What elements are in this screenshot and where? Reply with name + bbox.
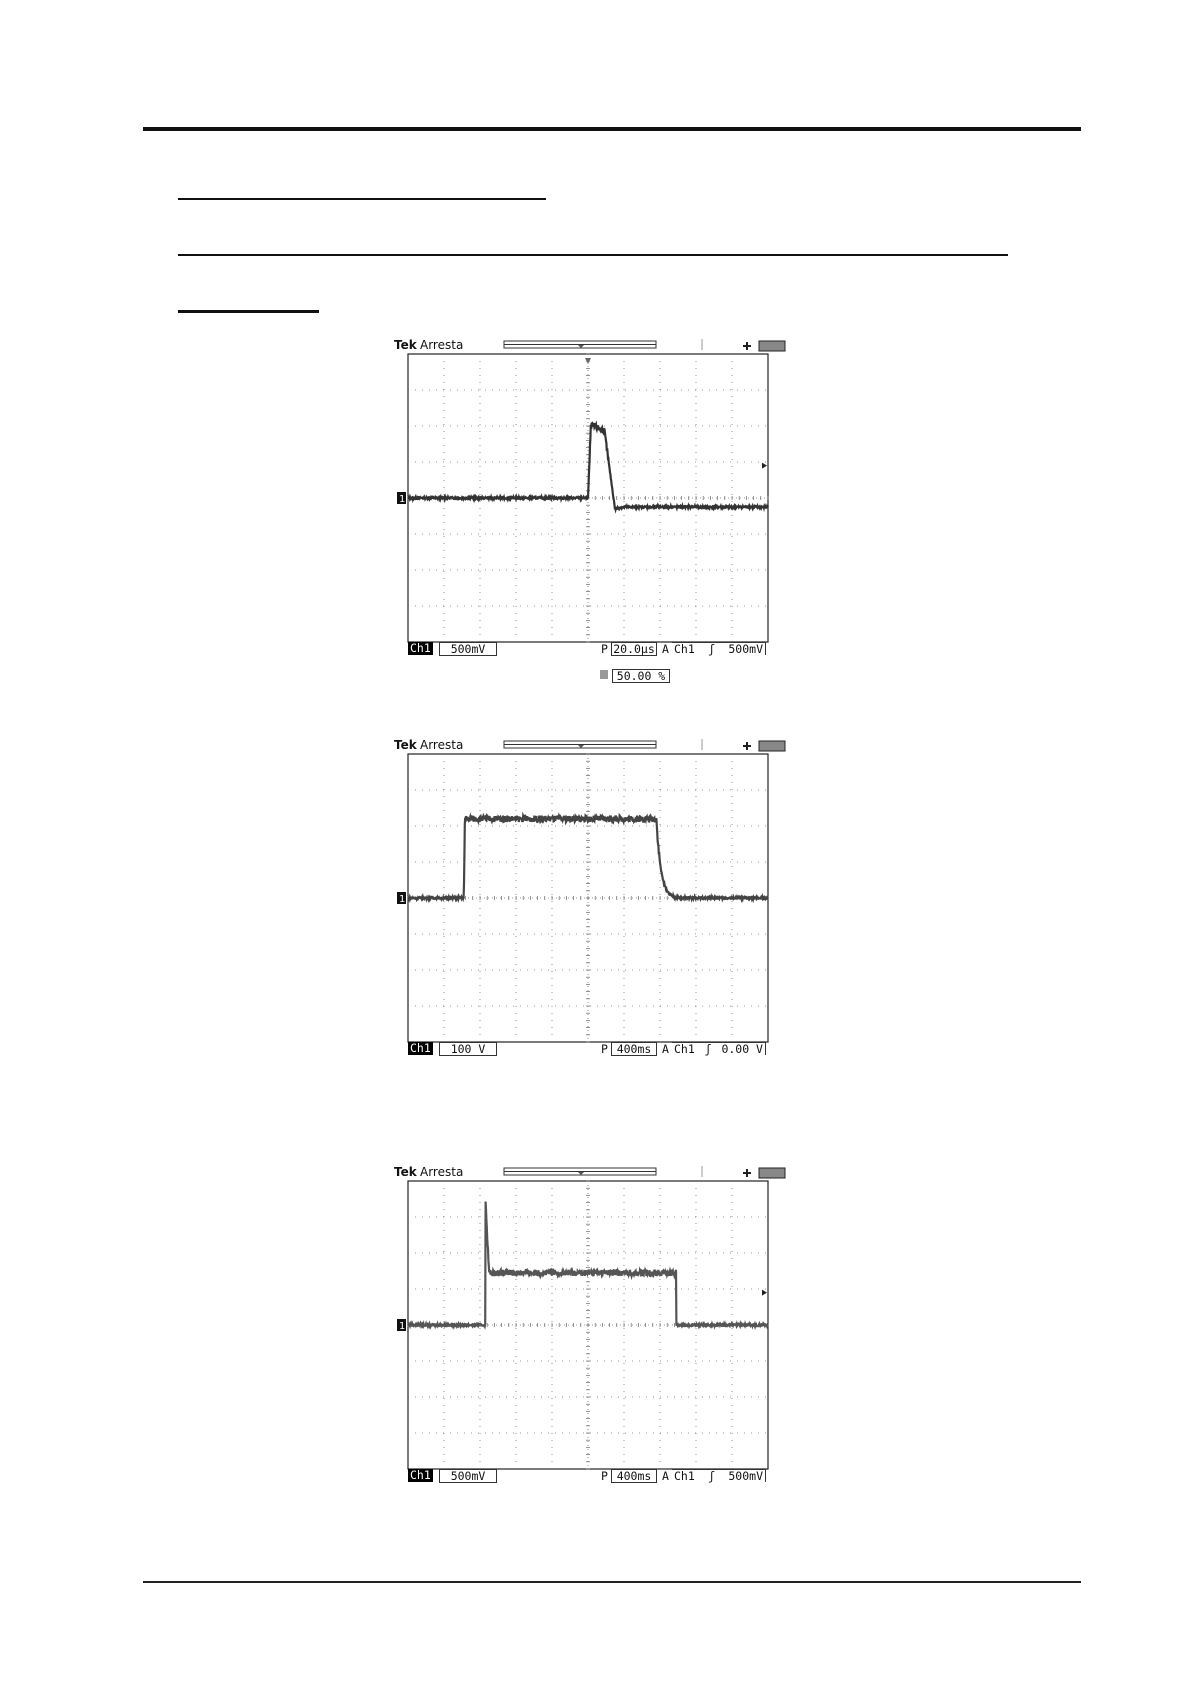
battery-icon [759, 741, 785, 751]
volts-per-div: 500mV [439, 642, 497, 656]
a-label: A [662, 1469, 669, 1483]
trigger-position: 50.00 % [612, 669, 670, 683]
trigger-position-icon [600, 670, 608, 679]
trigger-slope: ʃ [708, 642, 716, 656]
a-label: A [662, 1042, 669, 1056]
trigger-level-arrow [762, 463, 767, 469]
oscilloscope-screenshot-2 [392, 736, 792, 1116]
power-plug-icon [743, 342, 751, 350]
trigger-level: 0.00 V [721, 1042, 763, 1056]
power-plug-icon [743, 1169, 751, 1177]
timebase: 400ms [611, 1042, 657, 1056]
blank-underline-3 [178, 310, 319, 313]
trigger-readout [672, 1469, 766, 1482]
trigger-readout [672, 1042, 766, 1055]
footer-rule [143, 1581, 1081, 1583]
volts-per-div: 500mV [439, 1469, 497, 1483]
p-label: P [601, 1042, 608, 1056]
ground-marker-label: 1 [399, 494, 406, 505]
battery-icon [759, 341, 785, 351]
waveform-trace [408, 1202, 768, 1327]
trigger-level: 500mV [728, 642, 763, 656]
trigger-slope: ʃ [704, 1042, 712, 1056]
oscilloscope-screenshot-1 [392, 336, 792, 716]
timebase: 20.0µs [611, 642, 657, 656]
blank-underline-1 [178, 198, 546, 200]
channel-label: Ch1 [410, 1041, 431, 1055]
header-rule [143, 127, 1081, 131]
trigger-source: Ch1 [674, 642, 695, 656]
trigger-readout [672, 642, 766, 655]
volts-per-div: 100 V [439, 1042, 497, 1056]
oscilloscope-screenshot-3 [392, 1163, 792, 1543]
p-label: P [601, 642, 608, 656]
model-label: Arresta [420, 1165, 464, 1179]
scope-graticule [392, 736, 792, 1116]
channel-label: Ch1 [410, 1468, 431, 1482]
trigger-point-marker [585, 358, 591, 364]
blank-underline-2 [178, 254, 1008, 256]
brand-label: Tek [394, 338, 417, 352]
trigger-slope: ʃ [708, 1469, 716, 1483]
model-label: Arresta [420, 738, 464, 752]
ground-marker-label: 1 [399, 1321, 406, 1332]
trigger-source: Ch1 [674, 1469, 695, 1483]
brand-label: Tek [394, 738, 417, 752]
timebase: 400ms [611, 1469, 657, 1483]
scope-graticule [392, 336, 792, 716]
p-label: P [601, 1469, 608, 1483]
brand-label: Tek [394, 1165, 417, 1179]
trigger-source: Ch1 [674, 1042, 695, 1056]
trigger-level-arrow [762, 1290, 767, 1296]
scope-graticule [392, 1163, 792, 1543]
channel-label: Ch1 [410, 641, 431, 655]
trigger-level: 500mV [728, 1469, 763, 1483]
power-plug-icon [743, 742, 751, 750]
model-label: Arresta [420, 338, 464, 352]
a-label: A [662, 642, 669, 656]
ground-marker-label: 1 [399, 894, 406, 905]
battery-icon [759, 1168, 785, 1178]
